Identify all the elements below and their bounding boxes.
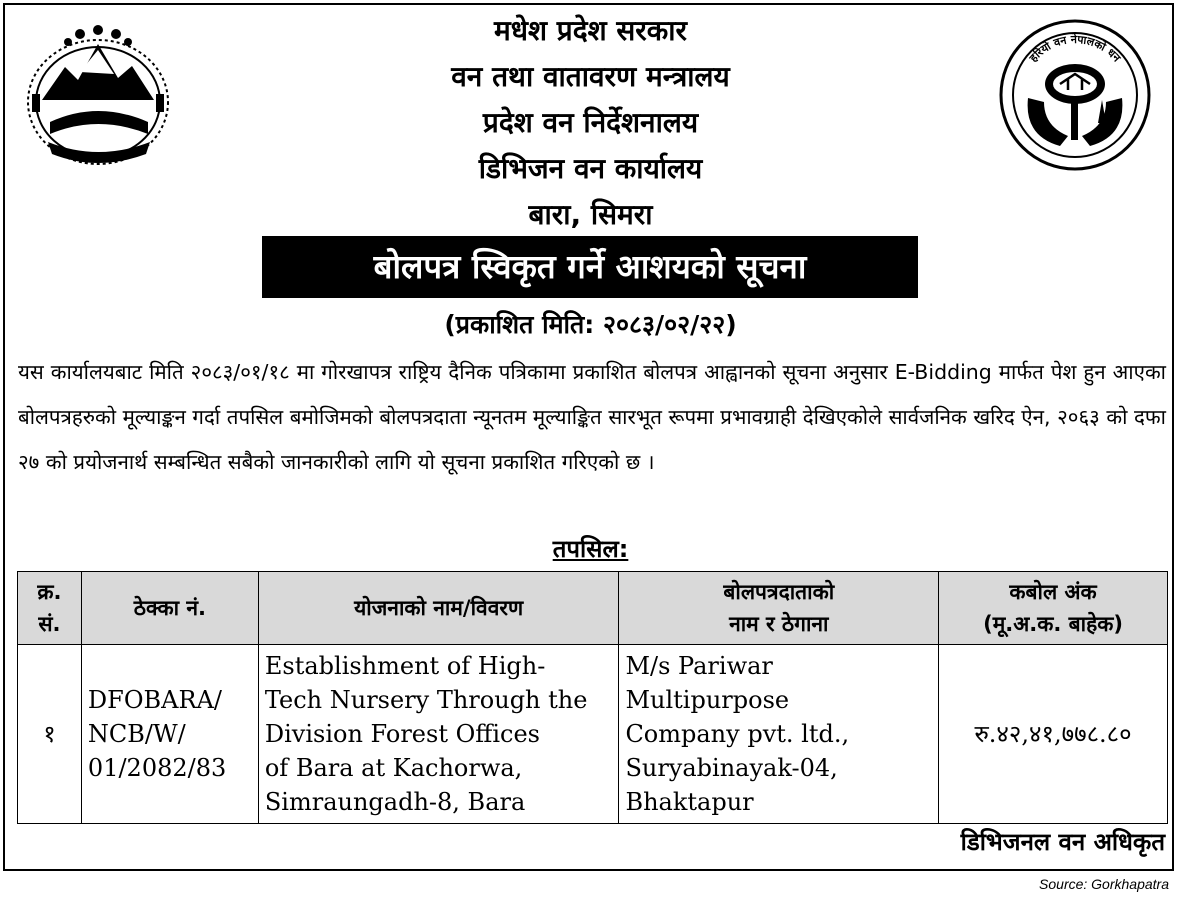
bid-table — [17, 571, 1168, 824]
cell-serial: १ — [18, 645, 82, 824]
cell-project-line: of Bara at Kachorwa, — [264, 754, 523, 782]
cell-bidder-line: Company pvt. ltd., — [625, 720, 850, 748]
cell-contract-line: DFOBARA/ — [87, 686, 222, 714]
header-project: योजनाको नाम/विवरण — [258, 572, 619, 645]
cell-bidder-line: Multipurpose — [625, 686, 790, 714]
signature: डिभिजनल वन अधिकृत — [960, 828, 1165, 856]
header-bidder — [619, 572, 939, 645]
cell-project-line: Division Forest Offices — [264, 720, 540, 748]
header-serial — [18, 572, 82, 645]
cell-bidder-line: Suryabinayak-04, — [625, 754, 838, 782]
header-line-office: डिभिजन वन कार्यालय — [478, 152, 703, 185]
header-amount-line1: कबोल अंक — [1009, 580, 1097, 604]
notice-title: बोलपत्र स्विकृत गर्ने आशयको सूचना — [262, 236, 918, 298]
header-line-government: मधेश प्रदेश सरकार — [494, 14, 687, 47]
cell-contract-line: 01/2082/83 — [87, 754, 227, 782]
header-amount-line2: (मू.अ.क. बाहेक) — [983, 612, 1123, 636]
header-line-directorate: प्रदेश वन निर्देशनालय — [482, 106, 699, 139]
cell-contract — [81, 645, 258, 824]
notice-body: यस कार्यालयबाट मिति २०८३/०१/१८ मा गोरखापत्र राष्ट्रिय दैनिक पत्रिकामा प्रकाशित बोलपत्र आह्वानको सूचना अनुसार E-Bidding मार्फत पेश हुन आएका बोलपत्रहरुको मूल्याङ्कन गर्दा तपसिल बमोजिमको बोलपत्रदाता न्यूनतम मूल्याङ्कित सारभूत रूपमा प्रभावग्राही देखिएकोले सार्वजनिक खरिद ऐन, २०६३ को दफा २७ को प्रयोजनार्थ सम्बन्धित सबैको जानकारीको लागि यो सूचना प्रकाशित गरिएको छ । — [18, 360, 1166, 474]
header-amount — [939, 572, 1168, 645]
cell-project-line: Simraungadh-8, Bara — [264, 788, 526, 816]
cell-amount: रु.४२,४१,७७८.८० — [939, 645, 1168, 824]
header-contract: ठेक्का नं. — [81, 572, 258, 645]
cell-contract-line: NCB/W/ — [87, 720, 186, 748]
cell-bidder — [619, 645, 939, 824]
publish-date: (प्रकाशित मिति: २०८३/०२/२२) — [444, 310, 737, 339]
cell-bidder-line: Bhaktapur — [625, 788, 754, 816]
table-row — [18, 645, 1168, 824]
header-bidder-line1: बोलपत्रदाताको — [723, 580, 835, 604]
table-header-row — [18, 572, 1168, 645]
logo-text: हरियो वन नेपालको धन — [1026, 32, 1124, 65]
tapsil-label: तपसिल: — [552, 535, 629, 563]
header-bidder-line2: नाम र ठेगाना — [729, 612, 829, 636]
cell-project — [258, 645, 619, 824]
tapsil-heading — [0, 532, 1181, 565]
source-credit: Source: Gorkhapatra — [1039, 876, 1169, 892]
header-serial-line2: सं. — [38, 612, 61, 636]
header-line-ministry: वन तथा वातावरण मन्त्रालय — [451, 60, 730, 93]
office-header — [0, 8, 1181, 238]
cell-project-line: Establishment of High- — [264, 652, 546, 680]
cell-bidder-line: M/s Pariwar — [625, 652, 773, 680]
cell-project-line: Tech Nursery Through the — [264, 686, 588, 714]
header-line-location: बारा, सिमरा — [528, 198, 653, 231]
header-serial-line1: क्र. — [37, 580, 62, 604]
